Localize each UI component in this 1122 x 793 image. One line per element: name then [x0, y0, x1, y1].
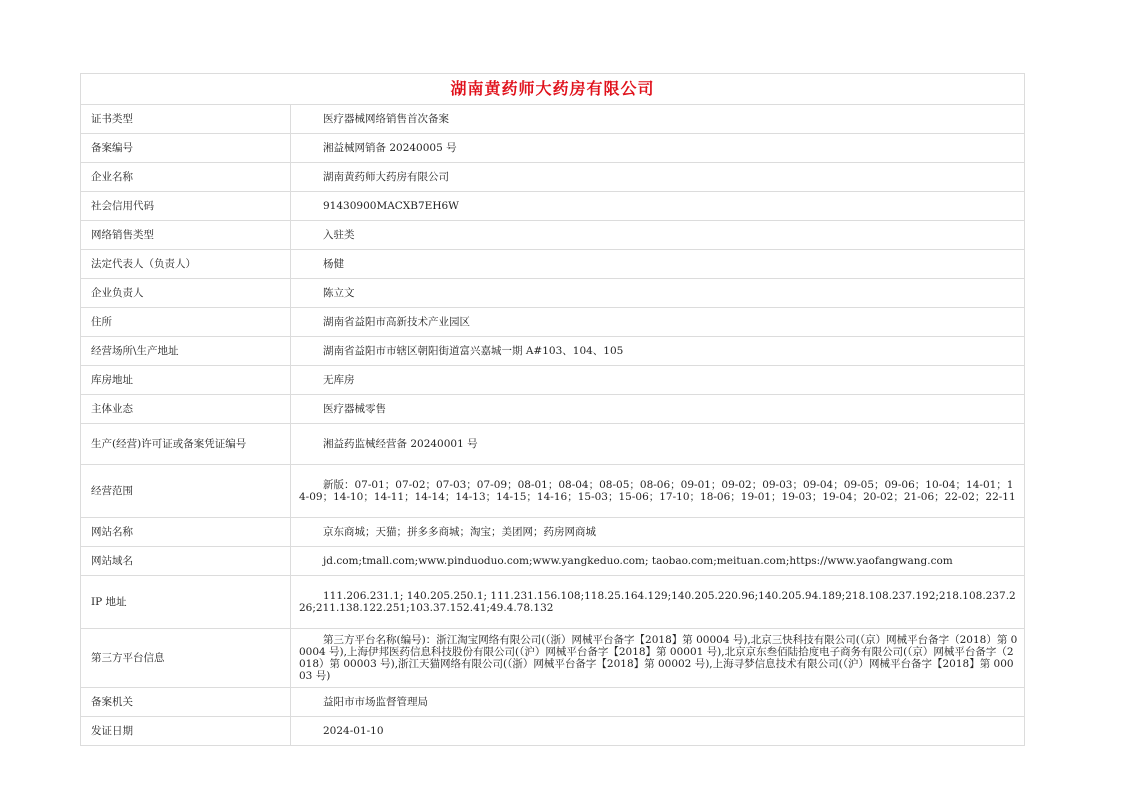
table-row: [81, 547, 1025, 576]
row-value: [291, 134, 1025, 163]
row-value-text: 新版：07-01；07-02；07-03；07-09；08-01；08-04；08-05；08-06；09-01；09-02；09-03；09-04；09-05；09-06；10-04；14-01；14-09；14-10；14-11；14-14；14-13；14-15；14-16；15-03；15-06；17-10；18-06；19-01；19-03；19-04；20-02；21-06；22-02；22-11: [299, 479, 1016, 503]
row-label: 网站域名: [81, 547, 291, 576]
row-label: 主体业态: [81, 395, 291, 424]
row-value-text: 111.206.231.1; 140.205.250.1; 111.231.156.108;118.25.164.129;140.205.220.96;140.205.94.189;218.108.237.192;218.108.237.226;211.138.122.251;103.37.152.41;49.4.78.132: [299, 590, 1016, 614]
row-label: 发证日期: [81, 717, 291, 746]
table-row: [81, 629, 1025, 688]
table-row: [81, 424, 1025, 465]
row-value: [291, 163, 1025, 192]
row-value: [291, 308, 1025, 337]
row-label: IP 地址: [81, 576, 291, 629]
table-row: [81, 337, 1025, 366]
row-label: 证书类型: [81, 105, 291, 134]
row-label: 备案编号: [81, 134, 291, 163]
row-label: 生产(经营)许可证或备案凭证编号: [81, 424, 291, 465]
table-row: [81, 395, 1025, 424]
table-row: [81, 688, 1025, 717]
row-label: 经营场所\生产地址: [81, 337, 291, 366]
row-label: 备案机关: [81, 688, 291, 717]
table-row: [81, 163, 1025, 192]
row-label: 经营范围: [81, 465, 291, 518]
row-value: [291, 629, 1025, 688]
row-value: [291, 279, 1025, 308]
row-value-text: 湘益械网销备 20240005 号: [323, 142, 457, 154]
row-value-text: 杨健: [323, 258, 344, 270]
row-label: 法定代表人（负责人）: [81, 250, 291, 279]
table-row: [81, 134, 1025, 163]
row-value-text: 91430900MACXB7EH6W: [323, 200, 459, 212]
row-value-text: 2024-01-10: [323, 725, 384, 737]
row-value: [291, 395, 1025, 424]
row-label: 网络销售类型: [81, 221, 291, 250]
row-value: [291, 547, 1025, 576]
row-value: [291, 105, 1025, 134]
row-value: [291, 465, 1025, 518]
record-table: [80, 73, 1025, 746]
row-value: [291, 424, 1025, 465]
row-value: [291, 192, 1025, 221]
row-value: [291, 717, 1025, 746]
row-value: [291, 250, 1025, 279]
table-row: [81, 518, 1025, 547]
row-value-text: 湖南省益阳市市辖区朝阳街道富兴嘉城一期 A#103、104、105: [323, 345, 624, 357]
row-label: 库房地址: [81, 366, 291, 395]
table-row: [81, 308, 1025, 337]
table-row: [81, 250, 1025, 279]
row-label: 网站名称: [81, 518, 291, 547]
row-label: 第三方平台信息: [81, 629, 291, 688]
row-label: 企业名称: [81, 163, 291, 192]
row-label: 企业负责人: [81, 279, 291, 308]
table-row: [81, 366, 1025, 395]
row-value-text: 京东商城；天猫；拼多多商城；淘宝；美团网；药房网商城: [323, 526, 596, 538]
table-row: [81, 105, 1025, 134]
row-value-text: 无库房: [323, 374, 355, 386]
row-value-text: 陈立文: [323, 287, 355, 299]
row-value-text: 医疗器械零售: [323, 403, 386, 415]
title-row: [81, 74, 1025, 105]
row-value: [291, 518, 1025, 547]
record-document: [80, 73, 1024, 746]
row-value-text: 湖南省益阳市高新技术产业园区: [323, 316, 470, 328]
row-value-text: 医疗器械网络销售首次备案: [323, 113, 449, 125]
row-value-text: 湖南黄药师大药房有限公司: [323, 171, 449, 183]
row-value-text: jd.com;tmall.com;www.pinduoduo.com;www.yangkeduo.com; taobao.com;meituan.com;https://www.yaofangwang.com: [323, 555, 953, 567]
row-value: [291, 366, 1025, 395]
row-value: [291, 337, 1025, 366]
row-value-text: 湘益药监械经营备 20240001 号: [323, 438, 478, 450]
row-label: 住所: [81, 308, 291, 337]
table-row: [81, 192, 1025, 221]
row-value: [291, 688, 1025, 717]
row-value: [291, 576, 1025, 629]
row-label: 社会信用代码: [81, 192, 291, 221]
table-row: [81, 465, 1025, 518]
row-value-text: 入驻类: [323, 229, 355, 241]
table-row: [81, 576, 1025, 629]
table-row: [81, 717, 1025, 746]
table-row: [81, 279, 1025, 308]
company-title: 湖南黄药师大药房有限公司: [81, 74, 1025, 105]
table-row: [81, 221, 1025, 250]
row-value-text: 第三方平台名称(编号)：浙江淘宝网络有限公司(（浙）网械平台备字【2018】第 00004 号),北京三快科技有限公司(（京）网械平台备字（2018）第 00004 号),上海伊邦医药信息科技股份有限公司(（沪）网械平台备字【2018】第 00001 号),北京京东叁佰陆拾度电子商务有限公司(（京）网械平台备字（2018）第 00003 号),浙江天猫网络有限公司(（浙）网械平台备字【2018】第 00002 号),上海寻梦信息技术有限公司(（沪）网械平台备字【2018】第 00003 号): [299, 634, 1018, 682]
row-value-text: 益阳市市场监督管理局: [323, 696, 428, 708]
row-value: [291, 221, 1025, 250]
